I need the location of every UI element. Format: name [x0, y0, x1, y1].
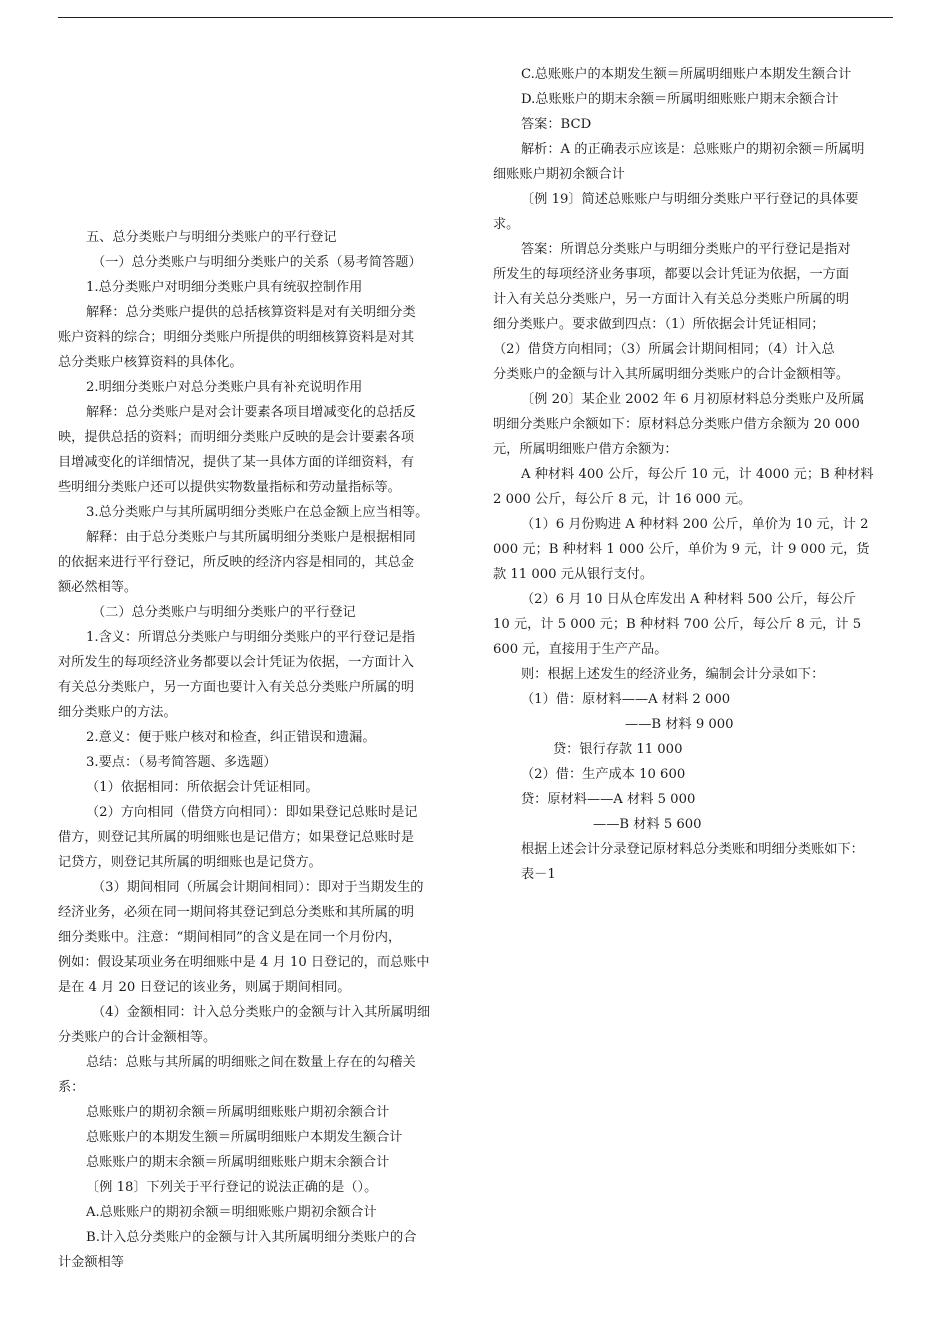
text-line: 求。 — [493, 217, 520, 232]
text-line: 000 元；B 种材料 1 000 公斤，单价为 9 元，计 9 000 元，货 — [493, 542, 870, 557]
text-line: 分类账户的金额与计入其所属明细分类账户的合计金额相等。 — [493, 367, 850, 382]
text-line: 有关总分类账户，另一方面也要计入有关总分类账户所属的明 — [58, 680, 415, 695]
text-line: 总结：总账与其所属的明细账之间在数量上存在的勾稽关 — [86, 1055, 416, 1070]
text-line: 例如：假设某项业务在明细账中是 4 月 10 日登记的，而总账中 — [58, 955, 430, 970]
text-line: 1.总分类账户对明细分类账户具有统驭控制作用 — [86, 280, 363, 295]
text-line: （一）总分类账户与明细分类账户的关系（易考简答题） — [92, 255, 422, 270]
text-line: （二）总分类账户与明细分类账户的平行登记 — [92, 605, 356, 620]
text-line: 〔例 18〕下列关于平行登记的说法正确的是（）。 — [86, 1180, 378, 1195]
text-line: A 种材料 400 公斤，每公斤 10 元，计 4000 元；B 种材料 — [521, 467, 874, 482]
text-line: 〔例 19〕简述总账账户与明细分类账户平行登记的具体要 — [521, 192, 859, 207]
text-line: （4）金额相同：计入总分类账户的金额与计入其所属明细 — [92, 1005, 431, 1020]
text-line: 解释：总分类账户是对会计要素各项目增减变化的总括反 — [86, 405, 416, 420]
text-line: 3.要点：（易考简答题、多选题） — [86, 755, 277, 770]
text-line: 额必然相等。 — [58, 580, 138, 595]
text-line: （1）依据相同：所依据会计凭证相同。 — [86, 780, 319, 795]
text-line: 的依据来进行平行登记，所反映的经济内容是相同的，其总金 — [58, 555, 415, 570]
text-line: 解释：由于总分类账户与其所属明细分类账户是根据相同 — [86, 530, 416, 545]
text-line: （2）借贷方向相同；（3）所属会计期间相同；（4）计入总 — [493, 342, 835, 357]
text-line: 明细分类账户余额如下：原材料总分类账户借方余额为 20 000 — [493, 417, 860, 432]
text-line: 解析：A 的正确表示应该是：总账账户的期初余额＝所属明 — [521, 142, 865, 157]
text-line: 600 元，直接用于生产产品。 — [493, 642, 668, 657]
text-line: 贷：银行存款 11 000 — [553, 742, 683, 757]
text-line: 借方，则登记其所属的明细账也是记借方；如果登记总账时是 — [58, 830, 415, 845]
text-line: 计金额相等 — [58, 1255, 124, 1270]
text-line: 〔例 20〕某企业 2002 年 6 月初原材料总分类账户及所属 — [521, 392, 865, 407]
text-line: 五、总分类账户与明细分类账户的平行登记 — [86, 230, 337, 245]
text-line: 计入有关总分类账户，另一方面计入有关总分类账户所属的明 — [493, 292, 850, 307]
text-line: 2.意义：便于账户核对和检查，纠正错误和遗漏。 — [86, 730, 376, 745]
text-line: 细分类账户。要求做到四点：（1）所依据会计凭证相同； — [493, 317, 825, 332]
text-line: 2.明细分类账户对总分类账户具有补充说明作用 — [86, 380, 363, 395]
text-line: ——B 材料 9 000 — [625, 717, 734, 732]
text-line: 系： — [58, 1080, 85, 1095]
text-line: （2）6 月 10 日从仓库发出 A 种材料 500 公斤，每公斤 — [521, 592, 856, 607]
text-line: 答案：BCD — [521, 117, 592, 132]
text-line: 贷：原材料——A 材料 5 000 — [521, 792, 696, 807]
text-line: ——B 材料 5 600 — [593, 817, 702, 832]
text-line: （2）方向相同（借贷方向相同）：即如果登记总账时是记 — [86, 805, 418, 820]
text-line: 细分类账中。注意：“期间相同”的含义是在同一个月份内， — [58, 930, 402, 945]
text-line: 记贷方，则登记其所属的明细账也是记贷方。 — [58, 855, 322, 870]
text-line: 则：根据上述发生的经济业务，编制会计分录如下： — [521, 667, 825, 682]
text-line: 细账账户期初余额合计 — [493, 167, 625, 182]
text-line: 些明细分类账户还可以提供实物数量指标和劳动量指标等。 — [58, 480, 401, 495]
text-line: 分类账户的合计金额相等。 — [58, 1030, 217, 1045]
text-line: （1）借：原材料——A 材料 2 000 — [521, 692, 731, 707]
text-line: （3）期间相同（所属会计期间相同）：即对于当期发生的 — [92, 880, 424, 895]
text-line: 解释：总分类账户提供的总括核算资料是对有关明细分类 — [86, 305, 416, 320]
text-line: 表－1 — [521, 867, 556, 882]
text-line: 细分类账户的方法。 — [58, 705, 177, 720]
text-line: 目增减变化的详细情况，提供了某一具体方面的详细资料，有 — [58, 455, 415, 470]
text-line: 对所发生的每项经济业务都要以会计凭证为依据，一方面计入 — [58, 655, 415, 670]
text-line: 元，所属明细账户借方余额为： — [493, 442, 678, 457]
text-line: 1.含义：所谓总分类账户与明细分类账户的平行登记是指 — [86, 630, 416, 645]
text-line: 总账账户的期末余额＝所属明细账账户期末余额合计 — [86, 1155, 390, 1170]
text-line: 所发生的每项经济业务事项，都要以会计凭证为依据，一方面 — [493, 267, 850, 282]
text-line: B.计入总分类账户的金额与计入其所属明细分类账户的合 — [86, 1230, 417, 1245]
text-line: 总分类账户核算资料的具体化。 — [58, 355, 243, 370]
text-line: C.总账账户的本期发生额＝所属明细账户本期发生额合计 — [521, 67, 852, 82]
header-rule — [58, 17, 893, 18]
text-line: 2 000 公斤，每公斤 8 元，计 16 000 元。 — [493, 492, 752, 507]
text-line: 款 11 000 元从银行支付。 — [493, 567, 654, 582]
text-line: （1）6 月份购进 A 种材料 200 公斤，单价为 10 元，计 2 — [521, 517, 869, 532]
text-line: D.总账账户的期末余额＝所属明细账账户期末余额合计 — [521, 92, 839, 107]
text-line: 根据上述会计分录登记原材料总分类账和明细分类账如下： — [521, 842, 864, 857]
text-line: （2）借：生产成本 10 600 — [521, 767, 686, 782]
text-line: 映，提供总括的资料；而明细分类账户反映的是会计要素各项 — [58, 430, 415, 445]
text-line: A.总账账户的期初余额＝明细账账户期初余额合计 — [86, 1205, 377, 1220]
text-line: 经济业务，必须在同一期间将其登记到总分类账和其所属的明 — [58, 905, 415, 920]
text-line: 总账账户的期初余额＝所属明细账账户期初余额合计 — [86, 1105, 390, 1120]
text-line: 3.总分类账户与其所属明细分类账户在总金额上应当相等。 — [86, 505, 429, 520]
text-line: 10 元，计 5 000 元；B 种材料 700 公斤，每公斤 8 元，计 5 — [493, 617, 862, 632]
text-line: 账户资料的综合；明细分类账户所提供的明细核算资料是对其 — [58, 330, 415, 345]
text-line: 是在 4 月 20 日登记的该业务，则属于期间相同。 — [58, 980, 351, 995]
text-line: 总账账户的本期发生额＝所属明细账户本期发生额合计 — [86, 1130, 403, 1145]
text-line: 答案：所谓总分类账户与明细分类账户的平行登记是指对 — [521, 242, 851, 257]
